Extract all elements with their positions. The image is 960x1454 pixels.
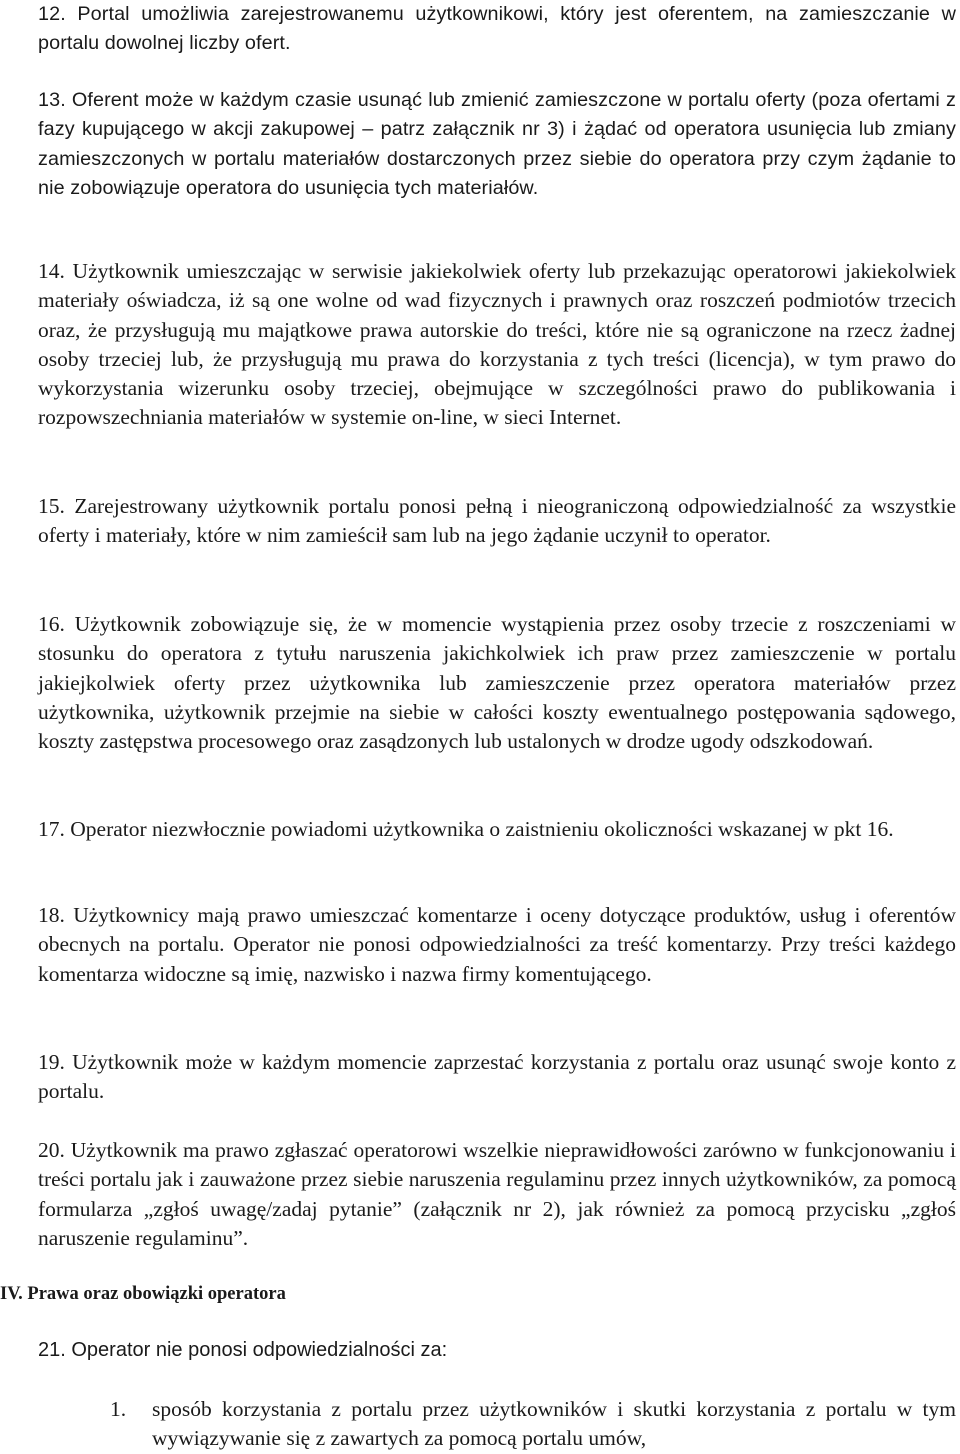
paragraph-21: 21. Operator nie ponosi odpowiedzialności za: — [38, 1339, 448, 1361]
paragraph-16: 16. Użytkownik zobowiązuje się, że w momencie wystąpienia przez osoby trzecie z roszczeniami w stosunku do operatora z tytułu naruszenia jakichkolwiek ich praw przez zamieszczenie w portalu jakiejkolwiek oferty przez użytkownika lub zamieszczenie przez operatora materiałów przez użytkownika, użytkownik przejmie na siebie w całości koszty ewentualnego postępowania sądowego, koszty zastępstwa procesowego oraz zasądzonych lub ustalonych w drodze ugody odszkodowań. — [38, 612, 956, 754]
paragraph-14: 14. Użytkownik umieszczając w serwisie jakiekolwiek oferty lub przekazując operatorowi jakiekolwiek materiały oświadcza, iż są one wolne od wad fizycznych i prawnych oraz roszczeń podmiotów trzecich oraz, że przysługują mu majątkowe prawa autorskie do treści, które nie są ograniczone na rzecz żadnej osoby trzeciej lub, że przysługują mu prawa do korzystania z tych treści (licencja), w tym prawo do wykorzystania wizerunku osoby trzeciej, obejmujące w szczególności prawo do publikowania i rozpowszechniania materiałów w systemie on-line, w sieci Internet. — [38, 259, 956, 430]
sub-list-item-text: sposób korzystania z portalu przez użytkowników i skutki korzystania z portalu w tym wywiązywanie się z zawartych za pomocą portalu umów, — [152, 1397, 956, 1451]
sub-list-item-number: 1. — [110, 1397, 127, 1421]
paragraph-19: 19. Użytkownik może w każdym momencie zaprzestać korzystania z portalu oraz usunąć swoje konto z portalu. — [38, 1050, 956, 1104]
paragraph-15: 15. Zarejestrowany użytkownik portalu ponosi pełną i nieograniczoną odpowiedzialność za wszystkie oferty i materiały, które w nim zamieścił sam lub na jego żądanie uczynił to operator. — [38, 494, 956, 548]
paragraph-17: 17. Operator niezwłocznie powiadomi użytkownika o zaistnieniu okoliczności wskazanej w pkt 16. — [38, 817, 894, 841]
section-heading: IV. Prawa oraz obowiązki operatora — [0, 1284, 286, 1304]
sub-list-item — [110, 1395, 956, 1454]
paragraph-20: 20. Użytkownik ma prawo zgłaszać operatorowi wszelkie nieprawidłowości zarówno w funkcjonowaniu i treści portalu jak i zauważone przez siebie naruszenia regulaminu przez innych użytkowników, za pomocą formularza „zgłoś uwagę/zadaj pytanie” (załącznik nr 2), jak również za pomocą przycisku „zgłoś naruszenie regulaminu”. — [38, 1138, 956, 1250]
paragraph-12: 12. Portal umożliwia zarejestrowanemu użytkownikowi, który jest oferentem, na zamieszczanie w portalu dowolnej liczby ofert. — [38, 3, 956, 55]
paragraph-13: 13. Oferent może w każdym czasie usunąć lub zmienić zamieszczone w portalu oferty (poza ofertami z fazy kupującego w akcji zakupowej – patrz załącznik nr 3) i żądać od operatora usunięcia lub zmiany zamieszczonych w portalu materiałów dostarczonych przez siebie do operatora przy czym żądanie to nie zobowiązuje operatora do usunięcia tych materiałów. — [38, 89, 956, 199]
paragraph-18: 18. Użytkownicy mają prawo umieszczać komentarze i oceny dotyczące produktów, usług i oferentów obecnych na portalu. Operator nie ponosi odpowiedzialności za treść komentarzy. Przy treści każdego komentarza widoczne są imię, nazwisko i nazwa firmy komentującego. — [38, 903, 956, 986]
